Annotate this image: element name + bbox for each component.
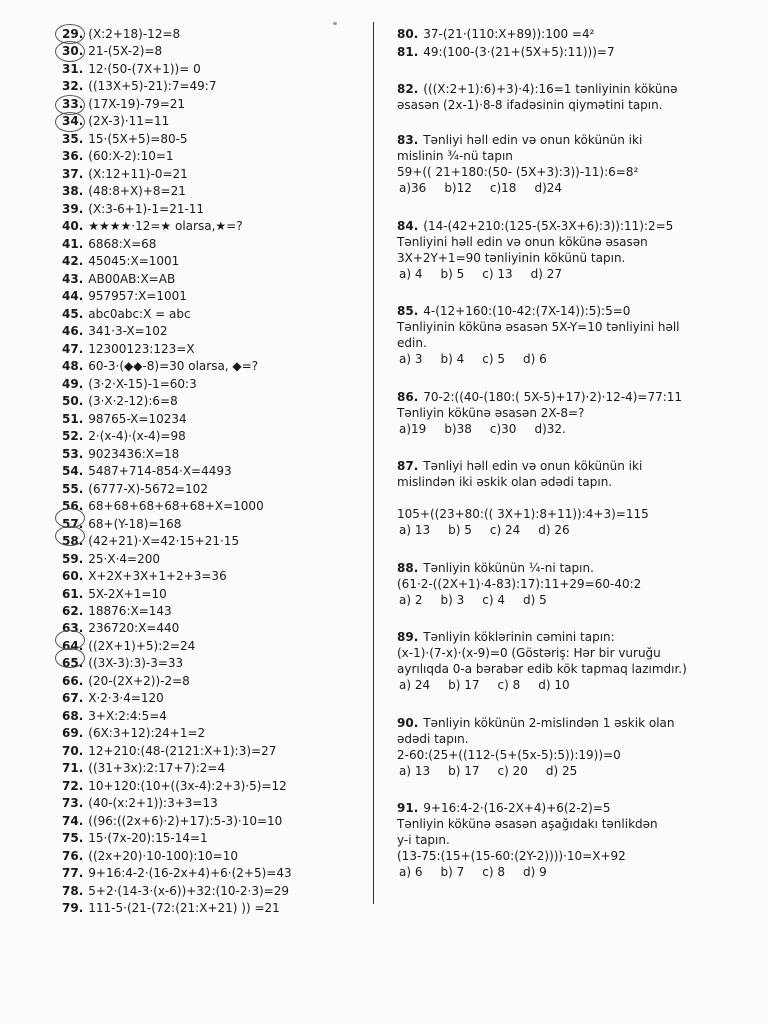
equation: 341·3-X=102 <box>88 324 168 339</box>
problem-text-line: Tənliyin kökünə əsasən aşağıdakı tənlikdən <box>397 817 658 831</box>
problem-85 <box>397 303 697 367</box>
problem-number: 62. <box>62 603 84 618</box>
problem-number: 39. <box>62 201 84 216</box>
problem-81 <box>397 44 697 60</box>
problem-number: 52. <box>62 429 84 444</box>
problem-number: 44. <box>62 289 84 304</box>
equation: 6868:X=68 <box>88 236 157 251</box>
answer-options <box>397 522 697 538</box>
problem-number: 65. <box>62 656 84 671</box>
problem-text-line: ədədi tapın. <box>397 732 469 746</box>
problem-82 <box>397 81 697 113</box>
answer-option: b) 5 <box>440 267 465 281</box>
problem-number: 69. <box>62 726 84 741</box>
problem-text-line: Tənliyin kökünə əsasən 2X-8=? <box>397 406 585 420</box>
answer-option: b) 3 <box>440 593 465 607</box>
problem-text: Tənliyi həll edin və onun kökünün iki <box>423 133 643 147</box>
problem-number: 66. <box>62 673 84 688</box>
problem-80 <box>397 26 697 42</box>
answer-options <box>397 864 697 880</box>
equation: 15·(7x-20):15-14=1 <box>88 831 208 846</box>
answer-options <box>397 677 697 693</box>
problem-number: 91. <box>397 801 419 815</box>
problem-row <box>62 848 367 865</box>
problem-number: 53. <box>62 446 84 461</box>
problem-row <box>62 96 367 113</box>
problem-text-line: mislindən iki əskik olan ədədi tapın. <box>397 475 613 489</box>
answer-option: b) 17 <box>448 678 480 692</box>
answer-options <box>397 592 697 608</box>
equation: 4-(12+160:(10-42:(7X-14)):5):5=0 <box>423 304 631 318</box>
problem-text-line: y-i tapın. <box>397 833 450 847</box>
problem-number: 86. <box>397 390 419 404</box>
equation: 70-2:((40-(180:( 5X-5)+17)·2)·12-4)=77:11 <box>423 390 683 404</box>
answer-option: a) 3 <box>399 352 423 366</box>
answer-options <box>397 180 697 196</box>
equation: (3·X·2-12):6=8 <box>88 394 178 409</box>
answer-option: a) 13 <box>399 764 431 778</box>
problem-number: 51. <box>62 411 84 426</box>
problem-row <box>62 883 367 900</box>
equation: 49:(100-(3·(21+(5X+5):11)))=7 <box>423 45 615 59</box>
problem-text-line: ayrılıqda 0-a bərabər edib kök tapmaq lazımdır.) <box>397 662 687 676</box>
answer-option: c) 4 <box>482 593 505 607</box>
problem-number: 63. <box>62 621 84 636</box>
problem-text-line: əsasən (2x-1)·8-8 ifadəsinin qiymətini tapın. <box>397 98 663 112</box>
problem-row <box>62 481 367 498</box>
answer-option: c)18 <box>489 181 517 195</box>
problem-number: 37. <box>62 166 84 181</box>
problem-row <box>62 288 367 305</box>
problem-text: Tənliyin kökünün ¼-ni tapın. <box>423 561 594 575</box>
problem-row <box>62 148 367 165</box>
problem-number: 45. <box>62 306 84 321</box>
equation: 12·(50-(7X+1))= 0 <box>88 61 201 76</box>
problem-row <box>62 655 367 672</box>
answer-option: d) 5 <box>522 593 547 607</box>
answer-options <box>397 351 697 367</box>
problem-number: 89. <box>397 630 419 644</box>
problem-number: 70. <box>62 743 84 758</box>
problem-row <box>62 865 367 882</box>
problem-number: 40. <box>62 219 84 234</box>
equation: ((2x+20)·10-100):10=10 <box>88 848 239 863</box>
problem-text: Tənliyin kökünün 2-mislindən 1 əskik olan <box>423 716 675 730</box>
problem-number: 83. <box>397 133 419 147</box>
problem-number: 42. <box>62 254 84 269</box>
equation: (17X-19)-79=21 <box>88 96 186 111</box>
problem-number: 38. <box>62 184 84 199</box>
equation: (42+21)·X=42·15+21·15 <box>88 534 240 549</box>
problem-number: 81. <box>397 45 419 59</box>
equation: (48:8+X)+8=21 <box>88 184 186 199</box>
answer-option: c) 20 <box>497 764 528 778</box>
problem-number: 90. <box>397 716 419 730</box>
equation: 5+2·(14-3·(x-6))+32:(10-2·3)=29 <box>88 883 289 898</box>
answer-option: d) 6 <box>522 352 547 366</box>
problem-number: 58. <box>62 534 84 549</box>
problem-number: 43. <box>62 271 84 286</box>
equation: X·2·3·4=120 <box>88 691 164 706</box>
problem-row <box>62 795 367 812</box>
problem-number: 79. <box>62 901 84 916</box>
problem-number: 32. <box>62 79 84 94</box>
problem-number: 88. <box>397 561 419 575</box>
problem-row <box>62 760 367 777</box>
problem-row <box>62 603 367 620</box>
problem-text-line: 3X+2Y+1=90 tənliyinin kökünü tapın. <box>397 251 626 265</box>
problem-row <box>62 201 367 218</box>
equation: 25·X·4=200 <box>88 551 160 566</box>
problem-number: 34. <box>62 114 84 129</box>
problem-row <box>62 393 367 410</box>
equation: 9023436:X=18 <box>88 446 180 461</box>
problem-number: 67. <box>62 691 84 706</box>
answer-option: d) 27 <box>530 267 562 281</box>
answer-option: b)38 <box>444 422 472 436</box>
equation: (13-75:(15+(15-60:(2Y-2))))·10=X+92 <box>397 849 626 863</box>
problem-number: 73. <box>62 796 84 811</box>
problem-text: Tənliyin köklərinin cəmini tapın: <box>423 630 615 644</box>
equation: (x-1)·(7-x)·(x-9)=0 (Göstəriş: Hər bir vuruğu <box>397 646 661 660</box>
problem-83 <box>397 132 697 196</box>
problem-number: 29. <box>62 27 84 41</box>
equation: 5X-2X+1=10 <box>88 586 167 601</box>
equation: ★★★★·12=★ olarsa,★=? <box>88 219 243 234</box>
problem-row <box>62 183 367 200</box>
ink-speck <box>333 22 337 25</box>
problem-87 <box>397 458 697 538</box>
problem-row <box>62 586 367 603</box>
problem-row <box>62 26 367 43</box>
problem-row <box>62 131 367 148</box>
problem-number: 61. <box>62 586 84 601</box>
problem-text: (((X:2+1):6)+3)·4):16=1 tənliyinin kökünə <box>423 82 678 96</box>
equation: (20-(2X+2))-2=8 <box>88 673 190 688</box>
equation: X+2X+3X+1+2+3=36 <box>88 569 227 584</box>
answer-option: d) 10 <box>538 678 570 692</box>
problem-number: 30. <box>62 44 84 59</box>
problem-row <box>62 411 367 428</box>
equation: 111-5·(21-(72:(21:X+21) )) =21 <box>88 901 280 916</box>
equation: 2-60:(25+((112-(5+(5x-5):5)):19))=0 <box>397 748 621 762</box>
equation: ((96:((2x+6)·2)+17):5-3)·10=10 <box>88 813 283 828</box>
answer-option: c)30 <box>489 422 517 436</box>
equation: 60-3·(◆◆-8)=30 olarsa, ◆=? <box>88 359 259 374</box>
answer-option: b) 7 <box>440 865 465 879</box>
problem-number: 50. <box>62 394 84 409</box>
problem-number: 68. <box>62 708 84 723</box>
answer-option: c) 13 <box>482 267 513 281</box>
problem-text-line: Tənliyini həll edin və onun kökünə əsasən <box>397 235 648 249</box>
problem-number: 36. <box>62 149 84 164</box>
problem-row <box>62 463 367 480</box>
answer-option: b) 4 <box>440 352 465 366</box>
answer-option: a) 4 <box>399 267 423 281</box>
problem-row <box>62 620 367 637</box>
problem-row <box>62 743 367 760</box>
problem-number: 84. <box>397 219 419 233</box>
problem-row <box>62 236 367 253</box>
answer-option: b) 17 <box>448 764 480 778</box>
equation: (X:2+18)-12=8 <box>88 27 181 41</box>
problem-row <box>62 673 367 690</box>
equation: (3·2·X-15)-1=60:3 <box>88 376 197 391</box>
problem-row <box>62 551 367 568</box>
problem-86 <box>397 389 697 437</box>
equation: abc0abc:X = abc <box>88 306 191 321</box>
problem-number: 78. <box>62 883 84 898</box>
equation: 68+(Y-18)=168 <box>88 516 182 531</box>
equation: 12300123:123=X <box>88 341 195 356</box>
equation: (X:3-6+1)-1=21-11 <box>88 201 205 216</box>
answer-option: a)36 <box>399 181 427 195</box>
equation: 10+120:(10+((3x-4):2+3)·5)=12 <box>88 778 287 793</box>
answer-option: c) 8 <box>497 678 521 692</box>
equation: (40-(x:2+1)):3+3=13 <box>88 796 218 811</box>
equation: ((13X+5)-21):7=49:7 <box>88 79 217 94</box>
equation: 9+16:4-2·(16-2X+4)+6(2-2)=5 <box>423 801 611 815</box>
problem-number: 41. <box>62 236 84 251</box>
problem-number: 54. <box>62 464 84 479</box>
problem-row <box>62 218 367 235</box>
problem-number: 77. <box>62 866 84 881</box>
equation: ((3X-3):3)-3=33 <box>88 656 184 671</box>
problem-row <box>62 376 367 393</box>
problem-row <box>62 516 367 533</box>
problem-row <box>62 690 367 707</box>
left-column <box>62 26 367 918</box>
problem-row <box>62 830 367 847</box>
problem-number: 55. <box>62 481 84 496</box>
problem-number: 64. <box>62 638 84 653</box>
problem-number: 47. <box>62 341 84 356</box>
problem-number: 56. <box>62 499 84 514</box>
problem-88 <box>397 560 697 608</box>
problem-number: 72. <box>62 778 84 793</box>
equation: AB00AB:X=AB <box>88 271 176 286</box>
problem-number: 46. <box>62 324 84 339</box>
problem-number: 49. <box>62 376 84 391</box>
problem-number: 60. <box>62 569 84 584</box>
problem-row <box>62 568 367 585</box>
problem-number: 80. <box>397 27 419 41</box>
answer-options <box>397 421 697 437</box>
equation: 12+210:(48-(2121:X+1):3)=27 <box>88 743 277 758</box>
answer-option: c) 8 <box>482 865 505 879</box>
problem-number: 74. <box>62 813 84 828</box>
equation: 3+X:2:4:5=4 <box>88 708 167 723</box>
problem-number: 85. <box>397 304 419 318</box>
problem-row <box>62 341 367 358</box>
equation: 59+(( 21+180:(50- (5X+3):3))-11):6=8² <box>397 165 639 179</box>
answer-option: b) 5 <box>448 523 472 537</box>
problem-number: 35. <box>62 131 84 146</box>
equation: (6777-X)-5672=102 <box>88 481 208 496</box>
problem-row <box>62 428 367 445</box>
problem-row <box>62 900 367 917</box>
problem-number: 87. <box>397 459 419 473</box>
problem-row <box>62 533 367 550</box>
answer-option: d) 26 <box>538 523 570 537</box>
equation: 68+68+68+68+68+X=1000 <box>88 499 264 514</box>
answer-option: a) 2 <box>399 593 423 607</box>
problem-row <box>62 43 367 60</box>
problem-number: 48. <box>62 359 84 374</box>
equation: 15·(5X+5)=80-5 <box>88 131 188 146</box>
equation: 21-(5X-2)=8 <box>88 44 163 59</box>
equation: 9+16:4-2·(16-2x+4)+6·(2+5)=43 <box>88 866 292 881</box>
equation: (6X:3+12):24+1=2 <box>88 726 206 741</box>
equation: ((31+3x):2:17+7):2=4 <box>88 761 226 776</box>
answer-option: a) 6 <box>399 865 423 879</box>
problem-number: 31. <box>62 61 84 76</box>
problem-row <box>62 358 367 375</box>
answer-options <box>397 763 697 779</box>
equation: 2·(x-4)·(x-4)=98 <box>88 429 186 444</box>
equation: 45045:X=1001 <box>88 254 180 269</box>
equation: (61·2-((2X+1)·4-83):17):11+29=60-40:2 <box>397 577 642 591</box>
problem-row <box>62 778 367 795</box>
problem-row <box>62 638 367 655</box>
problem-number: 82. <box>397 82 419 96</box>
equation: 18876:X=143 <box>88 603 172 618</box>
equation: 236720:X=440 <box>88 621 180 636</box>
problem-row <box>62 446 367 463</box>
problem-text: Tənliyi həll edin və onun kökünün iki <box>423 459 643 473</box>
equation: (14-(42+210:(125-(5X-3X+6):3)):11):2=5 <box>423 219 674 233</box>
problem-number: 76. <box>62 848 84 863</box>
equation: (60:X-2):10=1 <box>88 149 174 164</box>
problem-row <box>62 113 367 130</box>
problem-91 <box>397 800 697 880</box>
equation: 105+((23+80:(( 3X+1):8+11)):4+3)=115 <box>397 507 649 521</box>
problem-row <box>62 498 367 515</box>
equation: ((2X+1)+5):2=24 <box>88 638 196 653</box>
problem-number: 71. <box>62 761 84 776</box>
problem-row <box>62 253 367 270</box>
problem-row <box>62 708 367 725</box>
equation: 957957:X=1001 <box>88 289 187 304</box>
problem-row <box>62 271 367 288</box>
answer-option: d)24 <box>534 181 563 195</box>
problem-number: 33. <box>62 96 84 111</box>
problem-number: 57. <box>62 516 84 531</box>
answer-option: c) 5 <box>482 352 505 366</box>
equation: 5487+714-854·X=4493 <box>88 464 232 479</box>
problem-row <box>62 725 367 742</box>
answer-option: d) 25 <box>545 764 578 778</box>
equation: (2X-3)·11=11 <box>88 114 170 129</box>
problem-84 <box>397 218 697 282</box>
problem-number: 59. <box>62 551 84 566</box>
problem-row <box>62 813 367 830</box>
answer-option: a) 24 <box>399 678 431 692</box>
problem-text-line: edin. <box>397 336 427 350</box>
problem-89 <box>397 629 697 693</box>
equation: (X:12+11)-0=21 <box>88 166 188 181</box>
equation: 37-(21·(110:X+89)):100 =4² <box>423 27 595 41</box>
answer-option: a) 13 <box>399 523 431 537</box>
column-divider <box>373 22 374 904</box>
problem-row <box>62 166 367 183</box>
problem-90 <box>397 715 697 779</box>
problem-row <box>62 61 367 78</box>
problem-text-line: Tənliyinin kökünə əsasən 5X-Y=10 tənliyini həll <box>397 320 680 334</box>
answer-option: a)19 <box>399 422 427 436</box>
answer-option: d)32. <box>534 422 566 436</box>
problem-row <box>62 78 367 95</box>
equation: 98765-X=10234 <box>88 411 187 426</box>
problem-text-line: mislinin ¾-nü tapın <box>397 149 513 163</box>
problem-row <box>62 323 367 340</box>
answer-options <box>397 266 697 282</box>
problem-row <box>62 306 367 323</box>
answer-option: c) 24 <box>489 523 521 537</box>
answer-option: d) 9 <box>522 865 547 879</box>
answer-option: b)12 <box>444 181 472 195</box>
problem-number: 75. <box>62 831 84 846</box>
